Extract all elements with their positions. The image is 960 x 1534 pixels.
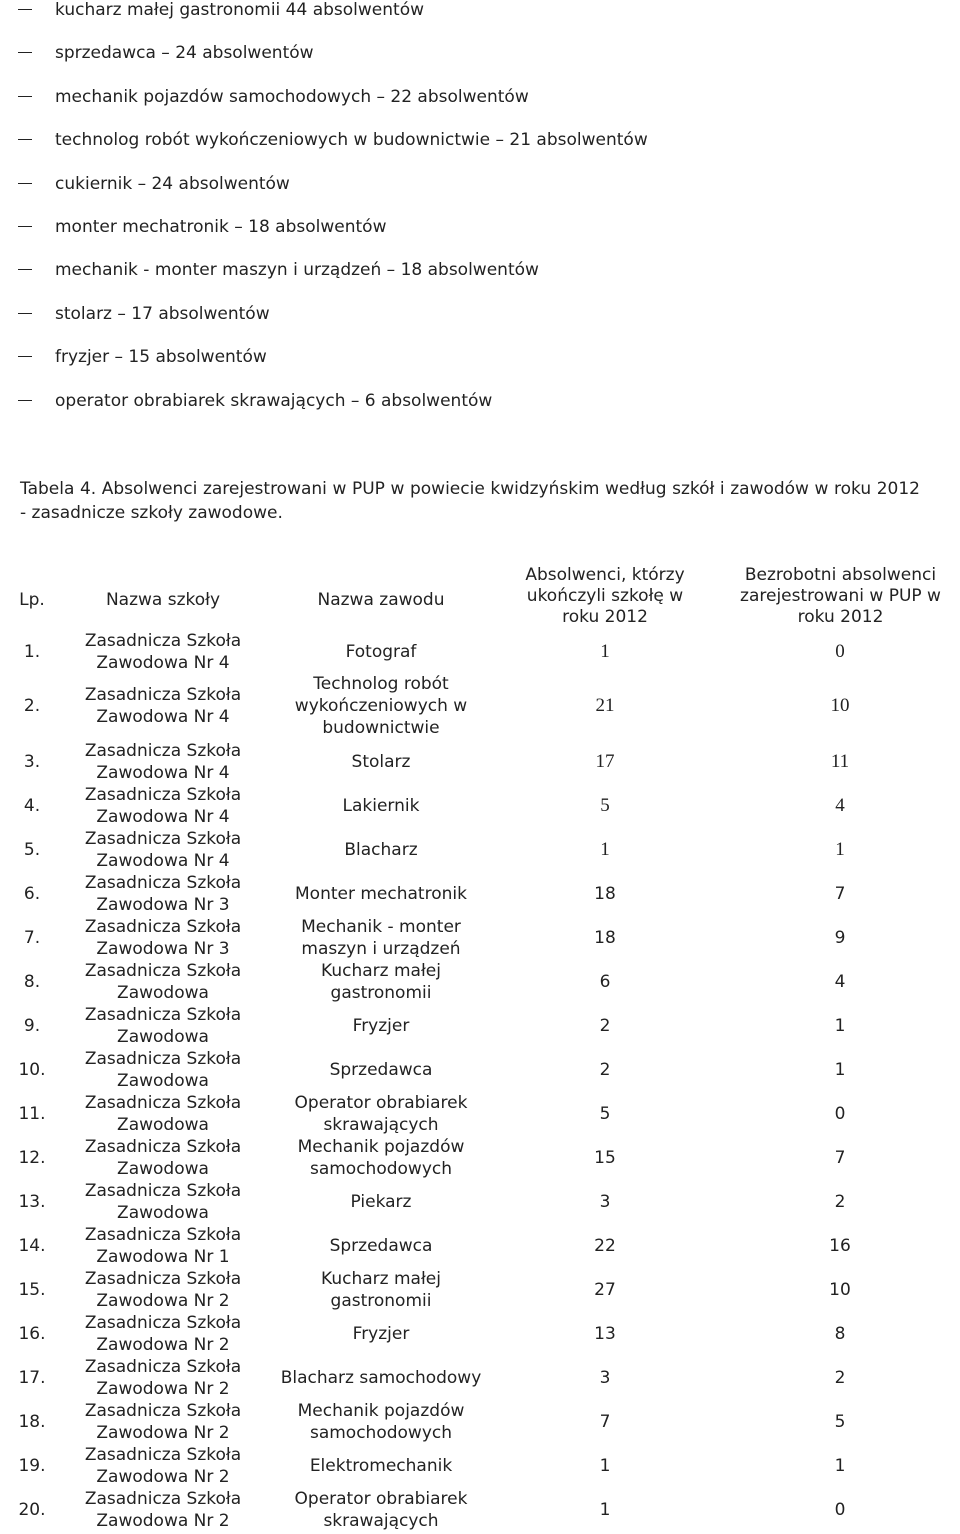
row-number: 1.: [23, 642, 41, 662]
dash-bullet-icon: [18, 356, 32, 357]
unemployed-count: 5: [834, 1412, 846, 1432]
dash-bullet-icon: [18, 313, 32, 314]
graduates-count: 21: [595, 695, 615, 716]
graduates-count: 1: [600, 641, 610, 662]
school-name: Zasadnicza Szkoła Zawodowa: [84, 1049, 242, 1091]
graduates-count: 1: [600, 839, 610, 860]
graduates-count: 2: [599, 1016, 611, 1036]
unemployed-count: 16: [829, 1236, 851, 1256]
school-name: Zasadnicza Szkoła Zawodowa Nr 4: [84, 785, 242, 827]
school-name: Zasadnicza Szkoła Zawodowa Nr 2: [84, 1401, 242, 1443]
profession-name: Stolarz: [351, 752, 411, 772]
profession-name: Piekarz: [350, 1192, 412, 1212]
school-name: Zasadnicza Szkoła Zawodowa: [84, 1137, 242, 1179]
row-number: 11.: [18, 1104, 46, 1124]
row-number: 15.: [18, 1280, 46, 1300]
table-caption: Tabela 4. Absolwenci zarejestrowani w PUP w powiecie kwidzyńskim według szkół i zawodów w roku 2012 - zasadnicze szkoły zawodowe.: [20, 479, 920, 523]
profession-name: Blacharz samochodowy: [280, 1368, 482, 1388]
row-number: 20.: [18, 1500, 46, 1520]
profession-name: Kucharz małej gastronomii: [321, 961, 441, 1003]
graduates-count: 27: [594, 1280, 616, 1300]
school-name: Zasadnicza Szkoła Zawodowa Nr 3: [84, 873, 242, 915]
profession-name: Mechanik pojazdów samochodowych: [297, 1137, 465, 1179]
graduates-count: 7: [599, 1412, 611, 1432]
bullet-text: monter mechatronik – 18 absolwentów: [55, 217, 387, 237]
graduates-count: 18: [594, 928, 616, 948]
unemployed-count: 1: [834, 1016, 846, 1036]
row-number: 7.: [23, 928, 41, 948]
profession-name: Mechanik pojazdów samochodowych: [297, 1401, 465, 1443]
row-number: 13.: [18, 1192, 46, 1212]
profession-name: Operator obrabiarek skrawających: [294, 1489, 468, 1531]
row-number: 8.: [23, 972, 41, 992]
school-name: Zasadnicza Szkoła Zawodowa Nr 4: [84, 829, 242, 871]
header-profession: Nazwa zawodu: [317, 590, 445, 610]
school-name: Zasadnicza Szkoła Zawodowa Nr 3: [84, 917, 242, 959]
unemployed-count: 4: [835, 795, 845, 816]
graduates-count: 3: [599, 1368, 611, 1388]
unemployed-count: 2: [834, 1192, 846, 1212]
graduates-count: 2: [599, 1060, 611, 1080]
graduates-count: 15: [594, 1148, 616, 1168]
row-number: 6.: [23, 884, 41, 904]
dash-bullet-icon: [18, 52, 32, 53]
school-name: Zasadnicza Szkoła Zawodowa: [84, 1181, 242, 1223]
unemployed-count: 7: [834, 1148, 846, 1168]
unemployed-count: 1: [835, 839, 845, 860]
header-unemployed: Bezrobotni absolwenci zarejestrowani w PUP w roku 2012: [740, 565, 941, 627]
dash-bullet-icon: [18, 269, 32, 270]
row-number: 10.: [18, 1060, 46, 1080]
school-name: Zasadnicza Szkoła Zawodowa: [84, 1093, 242, 1135]
school-name: Zasadnicza Szkoła Zawodowa Nr 2: [84, 1489, 242, 1531]
row-number: 19.: [18, 1456, 46, 1476]
unemployed-count: 10: [829, 1280, 851, 1300]
graduates-count: 18: [594, 884, 616, 904]
bullet-text: technolog robót wykończeniowych w budownictwie – 21 absolwentów: [55, 130, 648, 150]
school-name: Zasadnicza Szkoła Zawodowa Nr 2: [84, 1445, 242, 1487]
graduates-count: 3: [599, 1192, 611, 1212]
profession-name: Technolog robót wykończeniowych w budownictwie: [294, 674, 468, 738]
row-number: 17.: [18, 1368, 46, 1388]
school-name: Zasadnicza Szkoła Zawodowa Nr 2: [84, 1313, 242, 1355]
school-name: Zasadnicza Szkoła Zawodowa Nr 4: [84, 631, 242, 673]
dash-bullet-icon: [18, 96, 32, 97]
unemployed-count: 10: [830, 695, 850, 716]
graduates-count: 22: [594, 1236, 616, 1256]
row-number: 9.: [23, 1016, 41, 1036]
profession-name: Fotograf: [345, 642, 417, 662]
graduates-count: 5: [599, 1104, 611, 1124]
profession-name: Fryzjer: [352, 1324, 410, 1344]
profession-name: Operator obrabiarek skrawających: [294, 1093, 468, 1135]
school-name: Zasadnicza Szkoła Zawodowa: [84, 961, 242, 1003]
graduates-count: 1: [599, 1456, 611, 1476]
profession-name: Sprzedawca: [329, 1236, 433, 1256]
profession-name: Mechanik - monter maszyn i urządzeń: [301, 917, 461, 959]
dash-bullet-icon: [18, 183, 32, 184]
header-school: Nazwa szkoły: [105, 590, 221, 610]
profession-name: Sprzedawca: [329, 1060, 433, 1080]
bullet-text: operator obrabiarek skrawających – 6 absolwentów: [55, 391, 493, 411]
dash-bullet-icon: [18, 9, 32, 10]
unemployed-count: 9: [834, 928, 846, 948]
school-name: Zasadnicza Szkoła Zawodowa: [84, 1005, 242, 1047]
row-number: 2.: [23, 696, 41, 716]
profession-name: Kucharz małej gastronomii: [321, 1269, 441, 1311]
unemployed-count: 4: [834, 972, 846, 992]
row-number: 18.: [18, 1412, 46, 1432]
unemployed-count: 0: [834, 1500, 846, 1520]
row-number: 4.: [23, 796, 41, 816]
row-number: 5.: [23, 840, 41, 860]
dash-bullet-icon: [18, 139, 32, 140]
unemployed-count: 8: [834, 1324, 846, 1344]
school-name: Zasadnicza Szkoła Zawodowa Nr 1: [84, 1225, 242, 1267]
bullet-text: fryzjer – 15 absolwentów: [55, 347, 267, 367]
profession-name: Monter mechatronik: [295, 884, 467, 904]
row-number: 16.: [18, 1324, 46, 1344]
bullet-text: mechanik pojazdów samochodowych – 22 absolwentów: [55, 87, 529, 107]
graduates-count: 1: [599, 1500, 611, 1520]
unemployed-count: 0: [835, 641, 845, 662]
row-number: 14.: [18, 1236, 46, 1256]
bullet-text: cukiernik – 24 absolwentów: [55, 174, 290, 194]
row-number: 12.: [18, 1148, 46, 1168]
profession-name: Blacharz: [344, 840, 418, 860]
unemployed-count: 0: [834, 1104, 846, 1124]
school-name: Zasadnicza Szkoła Zawodowa Nr 4: [84, 741, 242, 783]
unemployed-count: 11: [830, 751, 850, 772]
graduates-count: 17: [595, 751, 615, 772]
graduates-count: 6: [599, 972, 611, 992]
unemployed-count: 2: [834, 1368, 846, 1388]
header-lp: Lp.: [19, 590, 45, 610]
bullet-text: mechanik - monter maszyn i urządzeń – 18 absolwentów: [55, 260, 539, 280]
bullet-text: sprzedawca – 24 absolwentów: [55, 43, 314, 63]
graduates-count: 5: [600, 795, 610, 816]
graduates-count: 13: [594, 1324, 616, 1344]
unemployed-count: 1: [834, 1456, 846, 1476]
header-graduates: Absolwenci, którzy ukończyli szkołę w roku 2012: [525, 565, 685, 627]
dash-bullet-icon: [18, 400, 32, 401]
dash-bullet-icon: [18, 226, 32, 227]
school-name: Zasadnicza Szkoła Zawodowa Nr 2: [84, 1269, 242, 1311]
row-number: 3.: [23, 752, 41, 772]
profession-name: Elektromechanik: [309, 1456, 453, 1476]
profession-name: Fryzjer: [352, 1016, 410, 1036]
unemployed-count: 7: [834, 884, 846, 904]
profession-name: Lakiernik: [342, 796, 420, 816]
school-name: Zasadnicza Szkoła Zawodowa Nr 2: [84, 1357, 242, 1399]
school-name: Zasadnicza Szkoła Zawodowa Nr 4: [84, 685, 242, 727]
bullet-text: stolarz – 17 absolwentów: [55, 304, 270, 324]
unemployed-count: 1: [834, 1060, 846, 1080]
bullet-text: kucharz małej gastronomii 44 absolwentów: [55, 0, 425, 20]
